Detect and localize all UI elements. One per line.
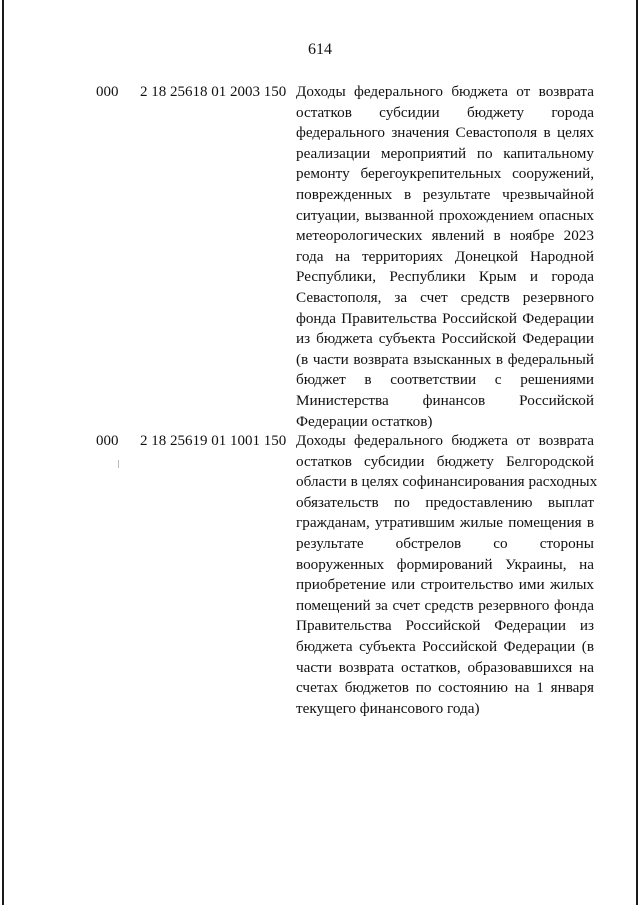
scan-speck <box>118 460 119 468</box>
budget-classification-code: 2 18 25618 01 2003 150 <box>140 84 287 100</box>
budget-classification-code: 2 18 25619 01 1001 150 <box>140 433 287 449</box>
description-line: поврежденных в результате чрезвычайной <box>296 185 594 203</box>
description-line: Федерации остатков) <box>296 412 433 430</box>
description-line: Доходы федерального бюджета от возврата <box>296 432 594 449</box>
description-line: из бюджета субъекта Российской Федерации <box>296 330 594 348</box>
description-line: Министерства финансов Российской <box>296 391 594 409</box>
description-line: обязательств по предоставлению выплат <box>296 493 594 511</box>
administrator-code: 000 <box>96 84 119 100</box>
description-line: Доходы федерального бюджета от возврата <box>296 83 594 100</box>
description-line: фонда Правительства Российской Федерации <box>296 309 594 327</box>
description-line: метеорологических явлений в ноябре 2023 <box>296 227 594 245</box>
description-line: вооруженных формирований Украины, на <box>296 555 594 573</box>
entry-description <box>296 431 598 719</box>
entry-description <box>296 82 594 432</box>
description-line: гражданам, утратившим жилые помещения в <box>296 514 594 532</box>
description-line: ситуации, вызванной прохождением опасных <box>296 206 594 224</box>
description-line: помещений за счет средств резервного фонда <box>296 596 594 614</box>
description-line: Правительства Российской Федерации из <box>296 617 594 635</box>
description-line: бюджет в соответствии с решениями <box>296 371 594 389</box>
description-line: текущего финансового года) <box>296 699 480 717</box>
administrator-code: 000 <box>96 433 119 449</box>
description-line: остатков субсидии бюджету Белгородской <box>296 452 594 470</box>
description-line: федерального значения Севастополя в целях <box>296 124 594 142</box>
description-line: остатков субсидии бюджету города <box>296 103 594 121</box>
page-number: 614 <box>308 41 332 58</box>
description-line: бюджета субъекта Российской Федерации (в <box>296 637 594 655</box>
description-line: Севастополя, за счет средств резервного <box>296 288 594 306</box>
description-line: приобретение или строительство ими жилых <box>296 576 594 594</box>
scan-edge-right <box>636 0 638 905</box>
description-line: ремонту берегоукрепительных сооружений, <box>296 165 594 183</box>
description-line: результате обстрелов со стороны <box>296 534 594 552</box>
description-line: реализации мероприятий по капитальному <box>296 144 594 162</box>
description-line: (в части возврата взысканных в федеральный <box>296 350 594 368</box>
description-line: области в целях софинансирования расходных <box>296 473 598 491</box>
description-line: года на территориях Донецкой Народной <box>296 247 594 265</box>
description-line: счетах бюджетов по состоянию на 1 января <box>296 679 594 697</box>
description-line: части возврата остатков, образовавшихся на <box>296 658 594 676</box>
scan-edge-left <box>2 0 4 905</box>
description-line: Республики, Республики Крым и города <box>296 268 594 286</box>
